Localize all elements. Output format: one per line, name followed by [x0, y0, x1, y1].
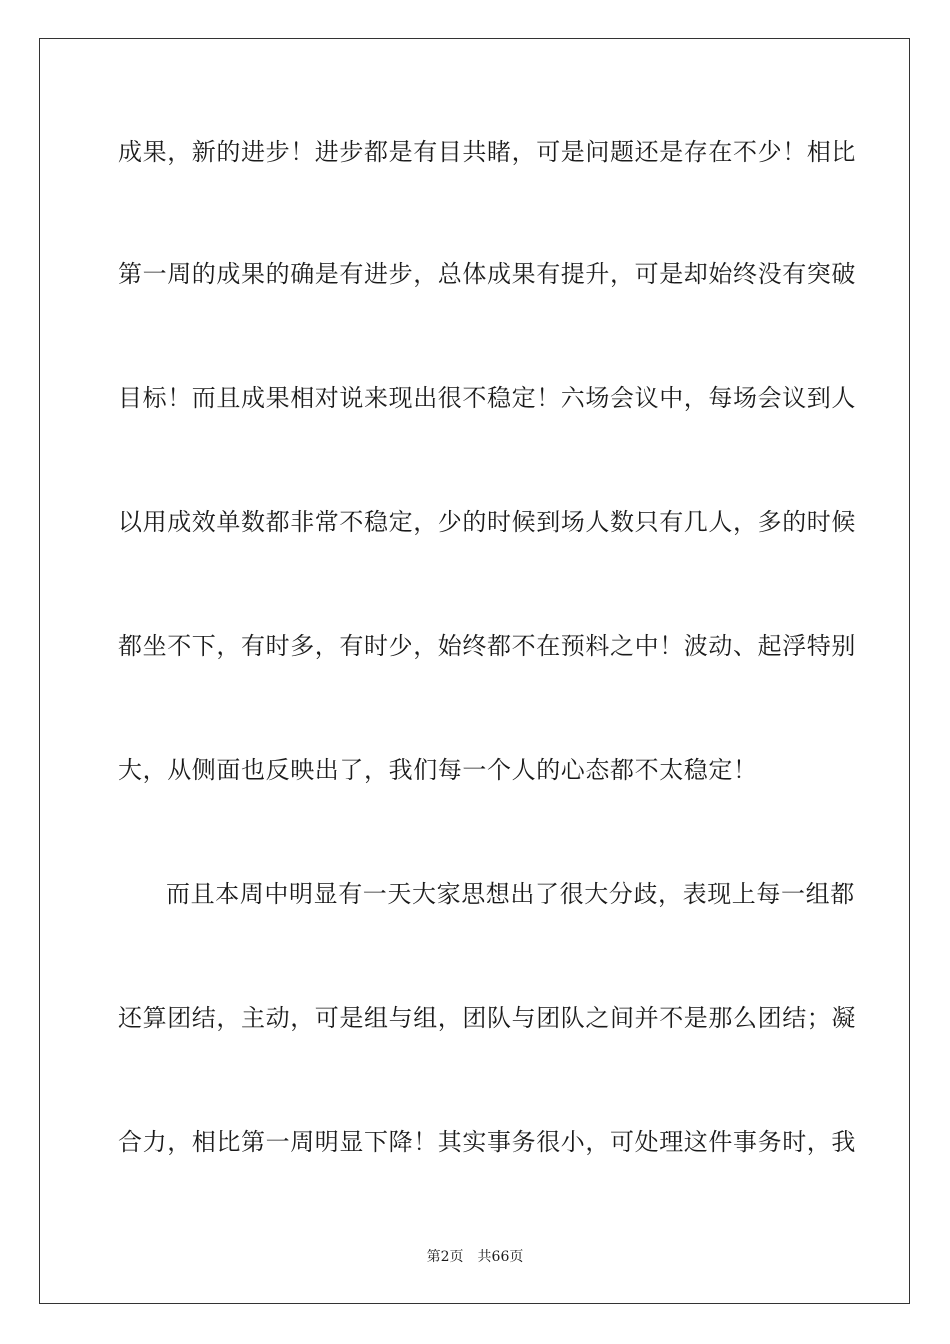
paragraph-first-line: 而且本周中明显有一天大家思想出了很大分歧，表现上每一组都	[166, 880, 855, 908]
text-line: 合力，相比第一周明显下降！其实事务很小，可处理这件事务时，我	[118, 1128, 856, 1156]
text-line: 都坐不下，有时多，有时少，始终都不在预料之中！波动、起浮特别	[118, 632, 856, 660]
page-footer	[0, 1248, 950, 1266]
text-line: 成果，新的进步！进步都是有目共睹，可是问题还是存在不少！相比	[118, 138, 856, 166]
text-line: 还算团结，主动，可是组与组，团队与团队之间并不是那么团结；凝	[118, 1004, 856, 1032]
page-total: 共66页	[477, 1249, 524, 1265]
text-line: 大，从侧面也反映出了，我们每一个人的心态都不太稳定！	[118, 756, 758, 784]
text-line: 以用成效单数都非常不稳定，少的时候到场人数只有几人，多的时候	[118, 508, 856, 536]
text-line: 第一周的成果的确是有进步，总体成果有提升，可是却始终没有突破	[118, 260, 856, 288]
page-number: 第2页	[426, 1249, 464, 1265]
text-line: 目标！而且成果相对说来现出很不稳定！六场会议中，每场会议到人	[118, 384, 856, 412]
page-border	[39, 38, 910, 1304]
